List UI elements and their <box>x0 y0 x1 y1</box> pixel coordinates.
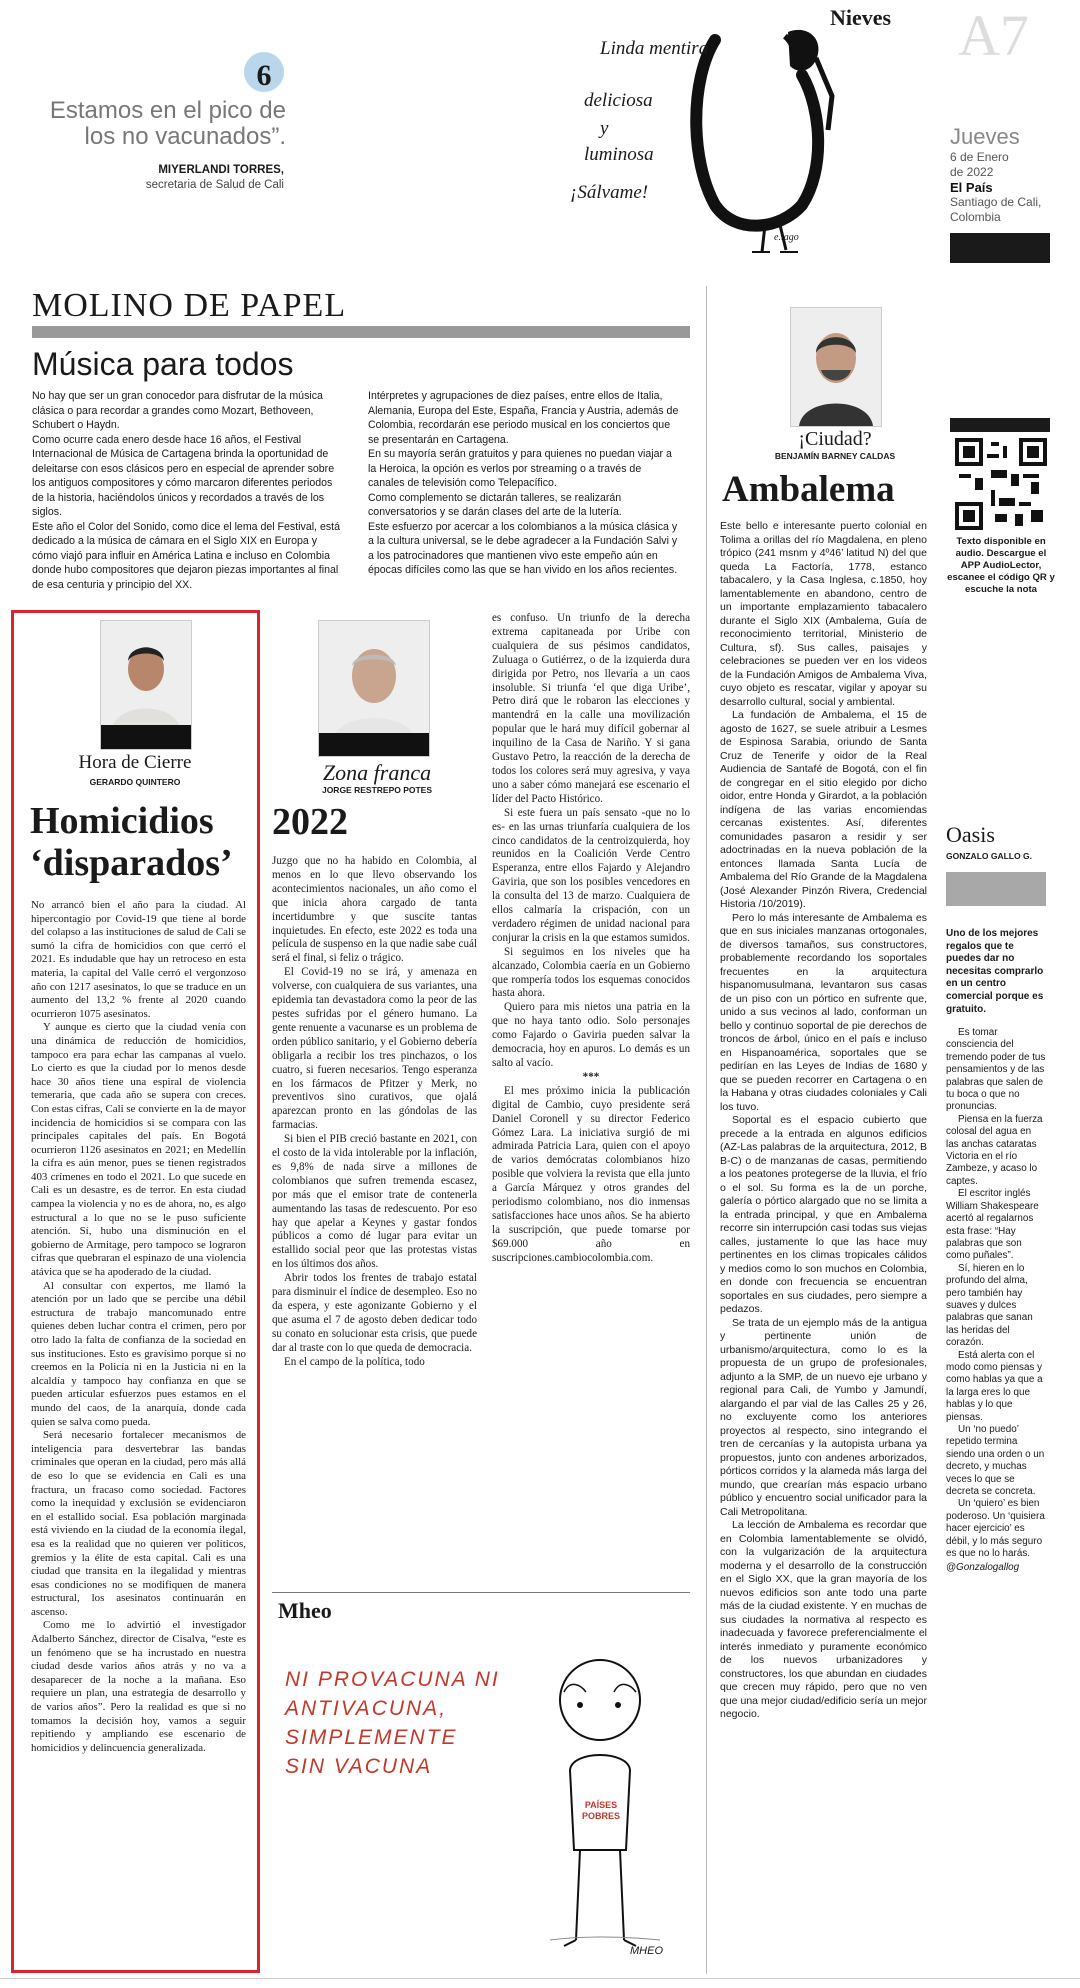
person-portrait-icon <box>791 308 881 426</box>
mheo-signature: MHEO <box>630 1945 663 1957</box>
quote-mark-badge: 6 <box>244 52 284 92</box>
header-black-bar <box>950 233 1050 263</box>
nieves-cartoon <box>540 20 840 260</box>
mheo-text-line: ANTIVACUNA, <box>285 1697 448 1720</box>
person-portrait-icon <box>319 621 429 756</box>
article-paragraph: La fundación de Ambalema, el 15 de agosto de 1627, se suele atribuir a Lesmes de Espinosa Sarabia, oriundo de Santa Cruz de Tenerife y oidor de la Real Audiencia de Santafé de Bogotá, con el fin de congregar en el sitio elegido por dicho oidor, entre Honda y Girardot, a la población indígena de las varias encomiendas cercanas existentes. Así, diferentes comunidades pasaron a residir y ser adoctrinadas en la nueva población de la entonces llamada Santa Lucía de Ambalema del Río Grande de la Magdalena (José Alexander Pinzón Rivera, Credencial Historia /10/2019). <box>720 709 927 910</box>
mheo-figure <box>520 1640 680 1970</box>
author-photo-restrepo <box>318 620 430 757</box>
headline-hora-line1: Homicidios <box>30 800 214 842</box>
byline-ciudad: BENJAMÍN BARNEY CALDAS <box>774 451 896 461</box>
oasis-paragraph: Un ‘quiero’ es bien poderoso. Un ‘quisiera hacer ejercicio’ es débil, y lo más seguro es que no lo harás. <box>946 1498 1045 1560</box>
oasis-paragraph: Un ‘no puedo’ repetido termina siendo una orden o un decreto, y muchas veces lo que se decreta se concreta. <box>946 1424 1045 1498</box>
quote-author <box>60 163 284 193</box>
article-paragraph: Si bien el PIB creció bastante en 2021, con el costo de la vida intolerable por la inflación, es 9,8% de nada sirve a millones de colombianos que sufren tremenda escasez, por más que el emisor trate de contenerla aumentando las tasas de redescuento. Por eso hay que apelar a Keynes y gastar fondos públicos a como dé lugar para evitar un estallido social peor que las protestas vistas en los últimos dos años. <box>272 1133 477 1271</box>
mheo-label: Mheo <box>278 1598 332 1623</box>
quote-author-name: MIYERLANDI TORRES, <box>158 164 284 176</box>
country-name: Colombia <box>950 210 1001 224</box>
headline-hora <box>30 800 250 884</box>
article-paragraph: Este bello e interesante puerto colonial en Tolima a orillas del río Magdalena, en pleno trópico (241 msnm y 4º46’ latitud N) del que queda La Factoría, 1778, estanco tabacalero, y la Casa Inglesa, c.1850, hoy lamentablemente en abandono, centro de un importante emplazamiento tabacalero durante el Siglo XIX (Ambalema, Guía de reconocimiento territorial, Ministerio de Cultura, sf). Sus calles, paisajes y celebraciones se pueden ver en los videos de la Fundación Amigos de Ambalema Viva, cuyo objeto es rescatar, vigilar y apoyar su desarrollo cultural, social y ambiental. <box>720 520 927 708</box>
byline-zona: JORGE RESTREPO POTES <box>321 785 433 795</box>
section-rule <box>32 326 690 338</box>
qr-code[interactable] <box>955 438 1047 530</box>
author-photo-barney <box>790 307 882 427</box>
newspaper-name: El País <box>950 180 993 195</box>
article-paragraph: Si seguimos en los niveles que ha alcanzado, Colombia caería en un Gobierno que rompería todos los esquemas conocidos hasta ahora. <box>492 945 690 1000</box>
front-quote-line2: los no vacunados”. <box>84 123 286 150</box>
article-paragraph: Quiero para mis nietos una patria en la que no haya tanto odio. Solo personajes como Fajardo o Gaviria pueden salvar la democracia, hoy en apuros. Lo demás es un salto al vacío. <box>492 1001 690 1069</box>
mheo-shirt-text <box>578 1800 624 1822</box>
editorial-column-2 <box>368 389 680 578</box>
article-paragraph: Como me lo advirtió el investigador Adalberto Sánchez, director de Cisalva, “este es un fenómeno que se ha incrustado en nuestra ciudad desde varios años atrás y no va a desaparecer de la noche a la mañana. Eso requiere un plan, una estrategia de desarrollo y de varios años”. Pero la realidad es que si no tomamos la decisión hoy, vamos a seguir repitiendo y ampliando ese escenario de homicidios y delincuencia generalizada. <box>31 1619 246 1754</box>
headline-hora-line2: ‘disparados’ <box>30 842 233 884</box>
article-body-hora <box>31 899 246 1755</box>
headline-ciudad: Ambalema <box>722 469 895 510</box>
person-portrait-icon <box>101 621 191 749</box>
oasis-title <box>946 822 995 848</box>
column-name-zona: Zona franca <box>322 760 432 785</box>
article-paragraph: Soportal es el espacio cubierto que precede a la entrada en algunos edificios (AZ-Las palabras de la arquitectura, 2012, B B-C) o de manzanas de casas, permitiendo a los peatones protegerse de la lluvia, el frío o el sol. Su forma es la de un porche, galería o pórtico alargado que no se limita a la entrada principal, y que en Ambalema recorre sin interrupción casi todas sus viejas calles, justamente lo que las hace muy pertinentes en los climas tropicales cálidos y medios como lo son muchos en Colombia, en donde con frecuencia se encuentran soportales en sus ciudades, pero siempre a pedazos. <box>720 1114 927 1315</box>
article-separator: *** <box>582 1070 600 1083</box>
headline-zona: 2022 <box>272 801 348 843</box>
front-quote <box>46 98 286 150</box>
editorial-paragraph: En su mayoría serán gratuitos y para quienes no puedan viajar a la Heroica, la opción es verlos por streaming o a través de canales de televisión como Telepacífico. <box>368 448 672 489</box>
oasis-handle: @Gonzalogallog <box>946 1562 1020 1574</box>
column-divider <box>706 286 707 1974</box>
article-paragraph: El mes próximo inicia la publicación digital de Cambio, cuyo presidente será Daniel Coronell y su director Federico Gómez Lara. La iniciativa surgió de mi admirada Patricia Lara, quien con el apoyo de varios demócratas colombianos hizo posible que volviera la revista que ella junto a García Márquez y otros grandes del periodismo colombiano, nos dio inmensas satisfacciones hace unos años. Se ha abierto la suscripción, que puede tomarse por $69.000 año en suscripciones.cambiocolombia.com. <box>492 1084 690 1264</box>
oasis-paragraph: Está alerta con el modo como piensas y como hablas ya que a la larga eres lo que hablas y lo que piensas. <box>946 1349 1043 1423</box>
mheo-shirt-line: POBRES <box>581 1811 620 1821</box>
editorial-paragraph: Este esfuerzo por acercar a los colombianos a la música clásica y a la cultura universal, se le debe agradecer a la Fundación Salvi y a los patrocinadores que mantienen vivo este empeño aún en épocas difíciles como las que se han vivido en los años recientes. <box>368 520 678 576</box>
byline-hora: GERARDO QUINTERO <box>89 777 181 787</box>
article-paragraph: Se trata de un ejemplo más de la antigua y pertinente unión de urbanismo/arquitectura, como lo es la propuesta de un grupo de profesionales, adjunto a la SMP, de un nuevo eje urbano y regional para Cali, de Yumbo y Jamundí, alargando el par vial de las Calles 25 y 26, no excluyente como los anteriores proyectos al respecto, sino integrando el tren de cercanías y la autopista urbana ya propuestos, junto con andenes arborizados, pórticos corridos y la alameda más larga del mundo, que crearían más espacio urbano público y encuentro social unificador para la Cali Metropolitana. <box>720 1316 927 1518</box>
article-paragraph: El Covid-19 no se irá, y amenaza en volverse, con cualquiera de sus variantes, una epidemia tan devastadora como la peor de las pestes sufridas por el género humano. La gente renuente a vacunarse es un problema de orden público sanitario, y el Gobierno debería obligarla a recibir los tres pinchazos, o los cuatro, si fueren necesarios. Tengo esperanza en los fármacos de Pfitzer y Merk, no preventivos sino curativos, que ojalá aparezcan pronto en las góndolas de las farmacias. <box>272 966 477 1132</box>
mheo-rule <box>272 1592 690 1593</box>
mheo-shirt-line: PAÍSES <box>584 1800 618 1810</box>
nieves-signature: e.lago <box>774 232 799 243</box>
nieves-text-4: luminosa <box>584 144 654 165</box>
column-name-ciudad: ¡Ciudad? <box>798 428 872 450</box>
oasis-paragraph: Es tomar consciencia del tremendo poder de tus pensamientos y de las palabras que salen de tu boca o que no pronuncias. <box>946 1027 1046 1113</box>
mheo-cartoon-text <box>285 1665 505 1781</box>
page-number: A7 <box>958 3 1029 68</box>
article-paragraph: Y aunque es cierto que la ciudad venía con una dinámica de reducción de homicidios, tampoco era para echar las campanas al vuelo. Lo cierto es que la ciudad por lo menos desde hace 30 años tiene una espiral de violencia temeraria, que cada año se supera con creces. Con estas cifras, Cali se convierte en la de mayor incidencia de homicidios si se compara con las principales capitales del país. En Bogotá ocurrieron 1126 asesinatos en 2021; en Medellín la cifra es aún menor, pues se tienen registrados 403 crímenes en todo el 2021. Lo que sucede en Cali es un desastre, es de terror. En esta ciudad campea la violencia y no es de ahora, no, es algo estructural a lo que no se le puso suficiente atención. Sí, hubo una disminución en el gobierno de Armitage, pero tampoco se lograron cifras que quebraran el espinazo de una violencia atávica que se ha apoderado de la ciudad. <box>31 1021 246 1279</box>
article-paragraph: Al consultar con expertos, me llamó la atención por un lado que se percibe una débil estructura de trabajo mancomunado entre quienes deben luchar contra el crimen, pero por otro lado la falta de confianza de la sociedad en sus instituciones. Esto es gravísimo porque si no creemos en la Policía ni en la Justicia ni en la alcaldía y tampoco hay confianza en que se pueden articular esfuerzos pues estamos en el mundo del caos, de la anarquía, donde cada quien se salva como pueda. <box>31 1279 246 1428</box>
page-bottom-rule <box>0 1978 1080 1979</box>
date-year: de 2022 <box>950 165 994 179</box>
section-title: MOLINO DE PAPEL <box>32 287 347 324</box>
article-paragraph: No arrancó bien el año para la ciudad. Al hipercontagio por Covid-19 que tiene al borde del colapso a las instituciones de salud de Cali se sumó la cifra de homicidios con que cerró el 2021. Es indudable que hay un retroceso en esta materia, la capital del Valle cerró el vergonzoso año con 1217 asesinatos, lo que se traduce en un aumento del 13,2 % frente al 2020 cuando ocurrieron 1075 asesinatos. <box>31 899 246 1020</box>
nieves-label: Nieves <box>830 5 892 30</box>
article-paragraph: Si este fuera un país sensato -que no lo es- en las urnas triunfaría cualquiera de los cinco candidatos de la centroizquierda, hoy reunidos en la Coalición Verde Centro Esperanza, entre ellos Fajardo y Alejandro Gaviria, que son los posibles vencedores en la consulta del 13 de marzo. Cualquiera de ellos calmaría la crispación, con un verdadero régimen de unidad nacional para conjurar la crisis en la que estamos sumidos. <box>492 806 690 944</box>
article-paragraph: Juzgo que no ha habido en Colombia, al menos en lo que llevo observando los acontecimientos nacionales, un año como el que inicia ahora cargado de tanta incertidumbre y que suscite tantas inquietudes. En efecto, este 2022 es toda una película de suspenso en la que nadie sabe cuál será el final, si feliz o trágico. <box>272 855 477 965</box>
article-paragraph: es confuso. Un triunfo de la derecha extrema capitaneada por Uribe con cualquiera de sus pésimos candidatos, Zuluaga o Gutiérrez, o de la izquierda dura dirigida por Petro, nos llevaría a un caos insoluble. Si triunfa ‘el que diga Uribe’, Petro dirá que le robaron las elecciones y mantendrá en la calle una movilización popular que le hará muy difícil gobernar al inquilino de la Casa de Nariño. Y si gana Gustavo Petro, la reacción de la derecha de todos los colores será muy agresiva, y vaya uno a saber cómo manejará ese escenario el líder del Pacto Histórico. <box>492 612 690 805</box>
oasis-paragraph: Sí, hieren en lo profundo del alma, pero también hay suaves y dulces palabras que sanan las heridas del corazón. <box>946 1262 1033 1349</box>
nieves-text-2: deliciosa <box>584 90 653 111</box>
mheo-text-line: SIN VACUNA <box>285 1755 433 1778</box>
byline-oasis: GONZALO GALLO G. <box>946 851 1032 861</box>
article-body-zona <box>272 855 477 1370</box>
quote-author-role: secretaria de Salud de Cali <box>145 179 284 191</box>
article-paragraph: La lección de Ambalema es recordar que en Colombia lamentablemente se olvidó, con la vulgarización de la arquitectura moderna y el desarrollo de la construcción en el Siglo XX, que la gran mayoría de los nuevos edificios son ante todo una parte más de la ciudad existente. Y en muchas de sus ciudades la normativa al respecto es inadecuada y favorece preferencialmente el interés inmediato y puramente económico de los nuevos urbanizadores y constructores, los que abundan en ciudades que crecen muy rápido, pero que no ven que una mejor ciudad/edificio sería un mejor negocio. <box>720 1519 927 1720</box>
front-quote-line1: Estamos en el pico de <box>49 97 286 124</box>
oasis-paragraph: El escritor inglés William Shakespeare acertó al regalarnos esta frase: “Hay palabras que son como puñales”. <box>946 1188 1039 1262</box>
nieves-text-1: Linda mentira <box>600 38 709 59</box>
article-body-ciudad <box>720 520 927 1722</box>
city-name: Santiago de Cali, <box>950 195 1042 209</box>
date-line: 6 de Enero <box>950 150 1009 164</box>
mheo-text-line: SIMPLEMENTE <box>285 1726 458 1749</box>
editorial-paragraph: Este año el Color del Sonido, como dice el lema del Festival, está dedicado a la música de cámara en el Siglo XIX en Europa y cómo viajó para influir en América Latina e incluso en Colombia donde hubo compositores que dejaron piezas importantes al final de esa centuria y principio del XX. <box>32 520 340 591</box>
article-paragraph: Pero lo más interesante de Ambalema es que en sus iniciales manzanas ortogonales, de diversos tamaños, sus constructores, probablemente recordando los soportales frecuentes en la arquitectura hispanomusulmana, levantaron sus casas de un piso con un pórtico en sufrente que, unido a sus vecinos al lado, conforman un bello y continuo soportal de pie derechos de troncos de árbol, único en el país e incluso en Hispanoamérica, soportales que se pedirían en las Leyes de Indias de 1680 y que se pueden recorrer en Cartagena o en la Habana y otras ciudades coloniales y Cali los tuvo. <box>720 911 927 1113</box>
oasis-lead: Uno de los mejores regalos que te puedes dar no necesitas comprarlo en un centro comercial porque es gratuito. <box>946 928 1044 1015</box>
date-day: Jueves <box>950 124 1020 149</box>
editorial-paragraph: Como complemento se dictarán talleres, se realizarán conversatorios y se darán clases del arte de la lutería. <box>368 491 622 518</box>
author-photo-quintero <box>100 620 192 750</box>
qr-top-bar <box>950 418 1050 432</box>
oasis-body <box>946 1027 1046 1575</box>
article-paragraph: En el campo de la política, todo <box>284 1355 425 1368</box>
editorial-paragraph: Intérpretes y agrupaciones de diez países, entre ellos de Italia, Alemania, Europa del Este, España, Francia y Austria, además de Colombia, recordarán ese periodo musical en los conciertos que se presentarán en Cartagena. <box>368 390 679 446</box>
article-paragraph: Será necesario fortalecer mecanismos de inteligencia para desvertebrar las bandas criminales que operan en la ciudad, pero más allá de eso lo que se evidencia en Cali es una fractura, un fracaso como sociedad. Factores como la inequidad y exclusión se evidenciaron en el estallido social. Esa población marginada está viviendo en la ciudad de la economía ilegal, esa es la realidad que no quieren ver políticos, gremios y la élite de esta capital. Cali es una ciudad que transita en la ilegalidad y mientras esas condiciones no se modifiquen de manera estructural, los asesinatos continuarán en ascenso. <box>31 1429 246 1618</box>
editorial-title: Música para todos <box>32 346 294 382</box>
qr-code-icon <box>955 438 1047 530</box>
article-body-zona-cont <box>492 612 690 1266</box>
qr-caption: Texto disponible en audio. Descargue el APP AudioLector, escanee el código QR y escuche la nota <box>947 536 1055 595</box>
oasis-title-text: Oasis <box>946 822 995 847</box>
date-box <box>950 124 1060 225</box>
editorial-paragraph: Como ocurre cada enero desde hace 16 años, el Festival Internacional de Música de Cartagena brinda la oportunidad de deleitarse con esos clásicos pero en especial de aprender sobre los antiguos compositores y cómo marcaron diferentes periodos de la historia, haciéndolos únicos y recordados a través de los siglos. <box>32 433 335 518</box>
column-name-hora: Hora de Cierre <box>78 752 192 773</box>
editorial-paragraph: No hay que ser un gran conocedor para disfrutar de la música clásica o para recordar a grandes como Mozart, Bethoveen, Schubert o Haydn. <box>32 390 323 431</box>
editorial-column-1 <box>32 389 344 592</box>
nieves-text-3: y <box>600 118 609 139</box>
mheo-text-line: NI PROVACUNA NI <box>285 1668 500 1691</box>
article-paragraph: Abrir todos los frentes de trabajo estatal para disminuir el índice de desempleo. Eso no da espera, y este agonizante Gobierno y el que asuma el 7 de agosto deben dedicar todo su conato en solucionar esta crisis, que puede dar al traste con lo que queda de democracia. <box>272 1272 477 1354</box>
nieves-text-5: ¡Sálvame! <box>570 182 649 203</box>
oasis-gray-block <box>946 872 1046 906</box>
oasis-paragraph: Piensa en la fuerza colosal del agua en las anchas cataratas Victoria en el río Zambeze, y acaso lo captes. <box>946 1113 1043 1187</box>
